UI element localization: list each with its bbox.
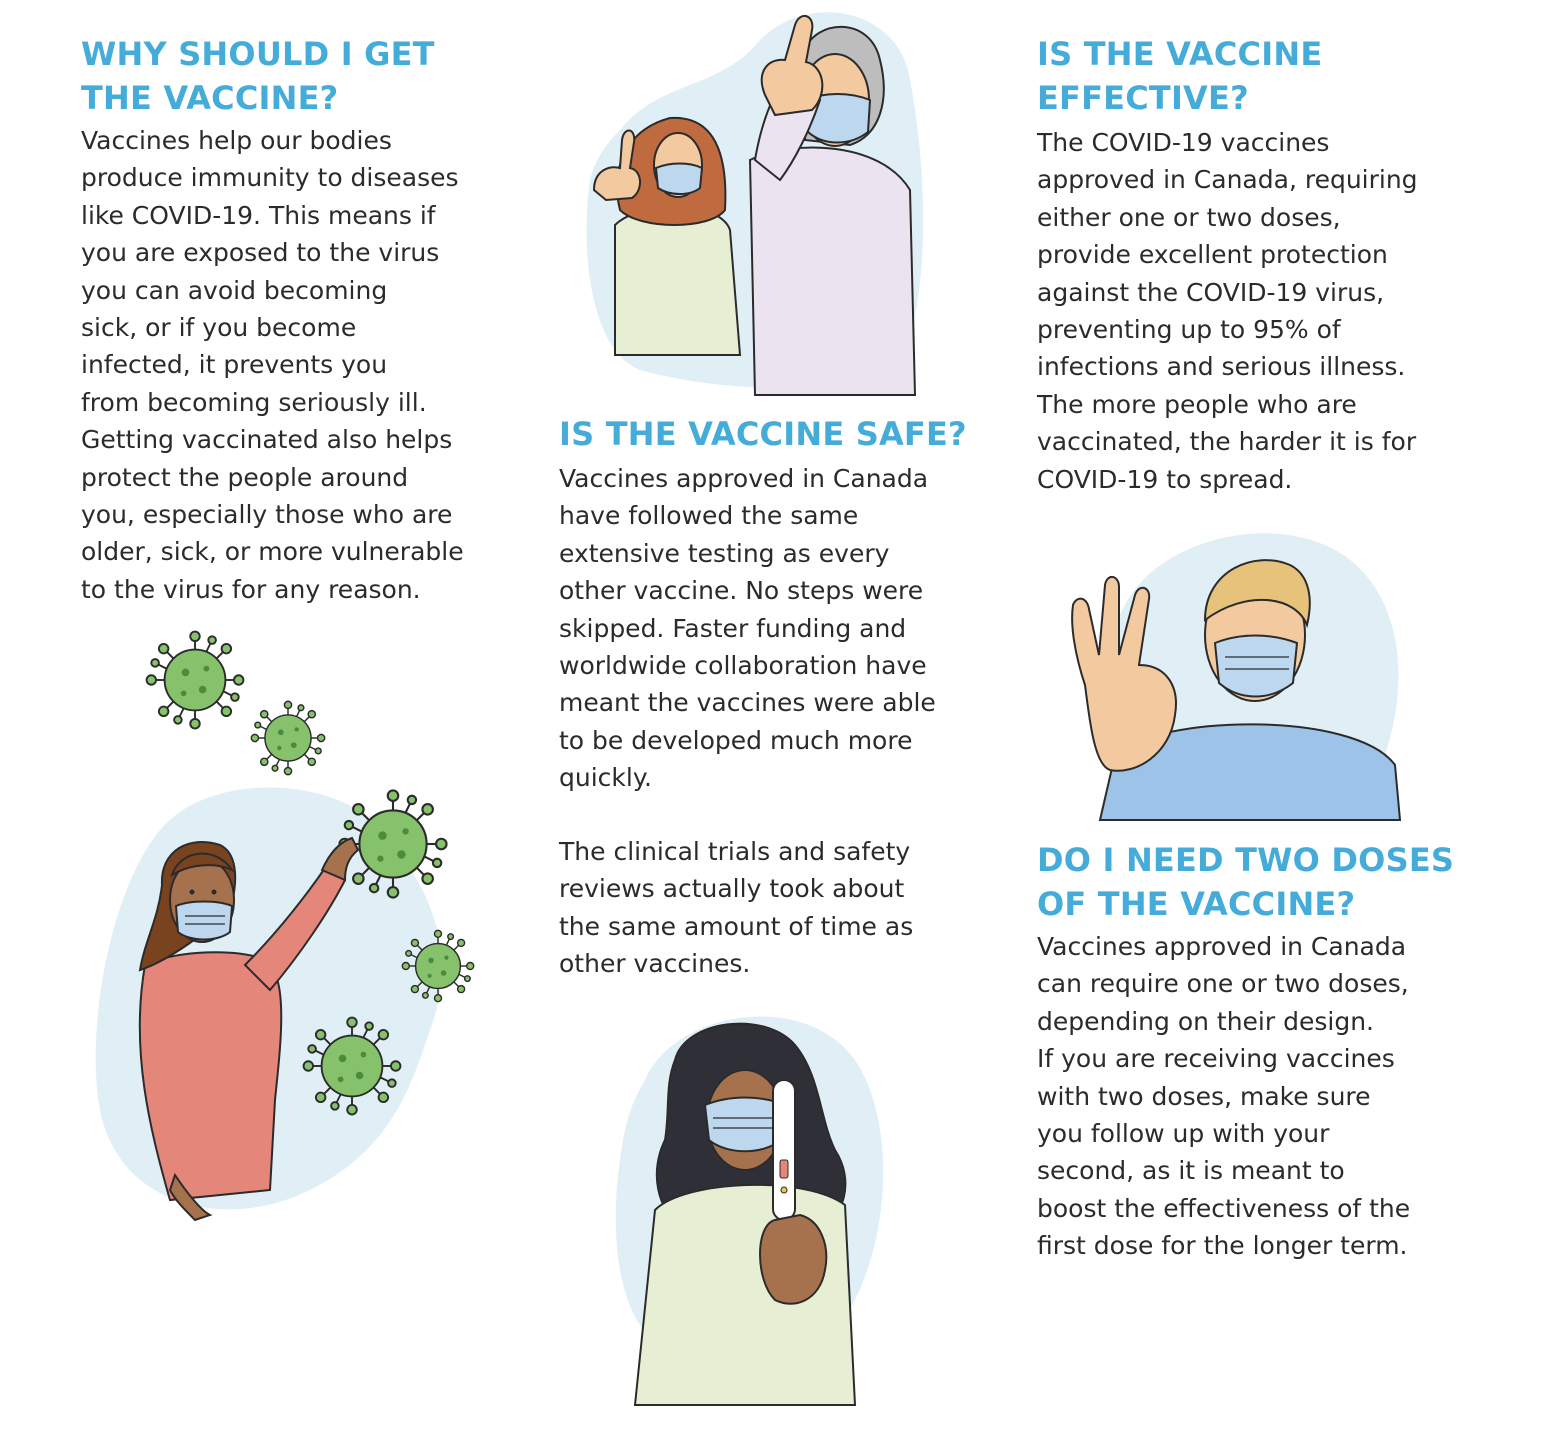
- heading-vaccine-effective: [1037, 32, 1322, 120]
- text-line: skipped. Faster funding and: [559, 613, 907, 643]
- text-line: to be developed much more: [559, 725, 913, 755]
- heading-line: IS THE VACCINE SAFE?: [559, 415, 967, 453]
- text-line: you follow up with your: [1037, 1119, 1330, 1149]
- text-line: against the COVID-19 virus,: [1037, 277, 1385, 307]
- text-line: you are exposed to the virus: [81, 238, 440, 268]
- text-line: Vaccines approved in Canada: [559, 464, 929, 493]
- text-line: infections and serious illness.: [1037, 352, 1406, 382]
- paragraph-vaccine-safe-2: [559, 833, 913, 983]
- text-line: boost the effectiveness of the: [1037, 1193, 1411, 1223]
- text-line: with two doses, make sure: [1037, 1081, 1371, 1111]
- text-line: produce immunity to diseases: [81, 163, 459, 193]
- heading-line: IS THE VACCINE: [1037, 35, 1323, 73]
- text-line: first dose for the longer term.: [1037, 1231, 1408, 1261]
- heading-line: THE VACCINE?: [81, 79, 339, 117]
- paragraph-vaccine-safe: [559, 460, 936, 797]
- text-line: Vaccines approved in Canada: [1037, 932, 1407, 961]
- text-line: approved in Canada, requiring: [1037, 165, 1418, 195]
- text-line: preventing up to 95% of: [1037, 315, 1341, 345]
- woman-touching-virus-icon: [90, 630, 490, 1230]
- text-line: depending on their design.: [1037, 1006, 1374, 1036]
- text-line: to the virus for any reason.: [81, 574, 421, 604]
- text-line: from becoming seriously ill.: [81, 387, 427, 417]
- heading-line: WHY SHOULD I GET: [81, 35, 435, 73]
- text-line: extensive testing as every: [559, 538, 890, 568]
- heading-why-vaccine: [81, 32, 435, 120]
- text-line: either one or two doses,: [1037, 202, 1341, 232]
- text-line: worldwide collaboration have: [559, 651, 927, 681]
- text-line: second, as it is meant to: [1037, 1156, 1345, 1186]
- text-line: protect the people around: [81, 462, 409, 492]
- text-line: you, especially those who are: [81, 500, 453, 530]
- woman-holding-test-icon: [605, 1000, 905, 1410]
- text-line: quickly.: [559, 763, 653, 793]
- man-peace-sign-icon: [1055, 525, 1415, 825]
- text-line: older, sick, or more vulnerable: [81, 537, 464, 567]
- heading-line: EFFECTIVE?: [1037, 79, 1249, 117]
- heading-line: DO I NEED TWO DOSES: [1037, 841, 1455, 879]
- paragraph-two-doses: [1037, 928, 1410, 1265]
- text-line: provide excellent protection: [1037, 240, 1388, 270]
- heading-two-doses: [1037, 838, 1454, 926]
- text-line: reviews actually took about: [559, 874, 905, 904]
- text-line: The more people who are: [1037, 389, 1357, 419]
- text-line: other vaccines.: [559, 949, 751, 979]
- text-line: have followed the same: [559, 501, 859, 531]
- text-line: COVID-19 to spread.: [1037, 464, 1293, 494]
- text-line: If you are receiving vaccines: [1037, 1044, 1395, 1074]
- text-line: infected, it prevents you: [81, 350, 388, 380]
- text-line: other vaccine. No steps were: [559, 576, 924, 606]
- text-line: sick, or if you become: [81, 313, 357, 343]
- heading-line: OF THE VACCINE?: [1037, 885, 1356, 923]
- text-line: Vaccines help our bodies: [81, 126, 392, 155]
- text-line: meant the vaccines were able: [559, 688, 936, 718]
- two-people-thumbs-up-icon: [580, 0, 940, 400]
- text-line: The COVID-19 vaccines: [1037, 128, 1330, 157]
- text-line: Getting vaccinated also helps: [81, 425, 453, 455]
- heading-vaccine-safe: [559, 412, 967, 456]
- paragraph-vaccine-effective: [1037, 124, 1418, 498]
- text-line: the same amount of time as: [559, 911, 914, 941]
- text-line: vaccinated, the harder it is for: [1037, 427, 1417, 457]
- text-line: can require one or two doses,: [1037, 969, 1409, 999]
- text-line: The clinical trials and safety: [559, 837, 911, 866]
- text-line: you can avoid becoming: [81, 275, 388, 305]
- text-line: like COVID-19. This means if: [81, 200, 436, 230]
- paragraph-why-vaccine: [81, 122, 464, 608]
